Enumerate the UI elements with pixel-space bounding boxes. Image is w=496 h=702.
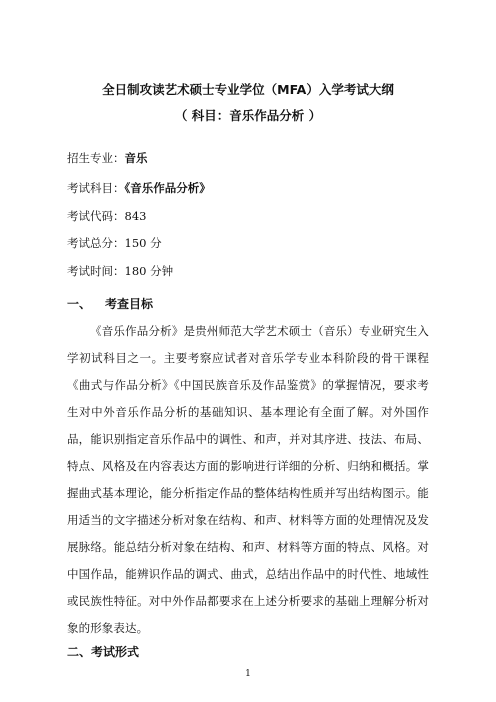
info-value: 《音乐作品分析》 bbox=[124, 181, 211, 195]
document-title: 全日制攻读艺术硕士专业学位（MFA）入学考试大纲 bbox=[102, 82, 394, 97]
document-subtitle: （ 科目：音乐作品分析 ） bbox=[174, 108, 322, 123]
section-body-paragraph: 《音乐作品分析》是贵州师范大学艺术硕士（音乐）专业研究生入学初试科目之一。主要考察应试者对音乐学专业本科阶段的骨干课程《曲式与作品分析》《中国民族音乐及作品鉴赏》的掌握情况，要求考生对中外音乐作品分析的基础知识、基本理论有全面了解。对外国作品，能识别指定音乐作品中的调性、和声，并对其序进、技法、布局、特点、风格及在内容表达方面的影响进行详细的分析、归纳和概括。掌握曲式基本理论，能分析指定作品的整体结构性质并写出结构图示。能用适当的文字描述分析对象在结构、和声、材料等方面的处理情况及发展脉络。能总结分析对象在结构、和声、材料等方面的特点、风格。对中国作品，能辨识作品的调式、曲式，总结出作品中的时代性、地域性或民族性特征。对中外作品都要求在上述分析要求的基础上理解分析对象的形象表达。 bbox=[67, 324, 429, 635]
info-value: 音乐 bbox=[124, 151, 148, 165]
info-label: 考试时间： bbox=[67, 264, 125, 278]
info-label: 考试总分： bbox=[67, 236, 125, 250]
info-total-score bbox=[67, 235, 162, 251]
section-title: 考查目标 bbox=[105, 297, 154, 311]
info-major bbox=[67, 150, 148, 166]
section-heading-objectives bbox=[67, 295, 153, 312]
info-time bbox=[67, 263, 173, 279]
page-number: 1 bbox=[245, 669, 251, 679]
section-heading-exam-format: 二、考试形式 bbox=[67, 645, 140, 659]
section-number: 一、 bbox=[67, 297, 92, 311]
info-label: 考试代码： bbox=[67, 209, 125, 223]
info-subject bbox=[67, 180, 211, 196]
info-label: 考试科目： bbox=[67, 181, 125, 195]
info-label: 招生专业： bbox=[67, 151, 125, 165]
info-value: 843 bbox=[124, 209, 147, 223]
info-value: 180 分钟 bbox=[124, 264, 174, 278]
info-value: 150 分 bbox=[124, 236, 162, 250]
info-code bbox=[67, 208, 146, 224]
